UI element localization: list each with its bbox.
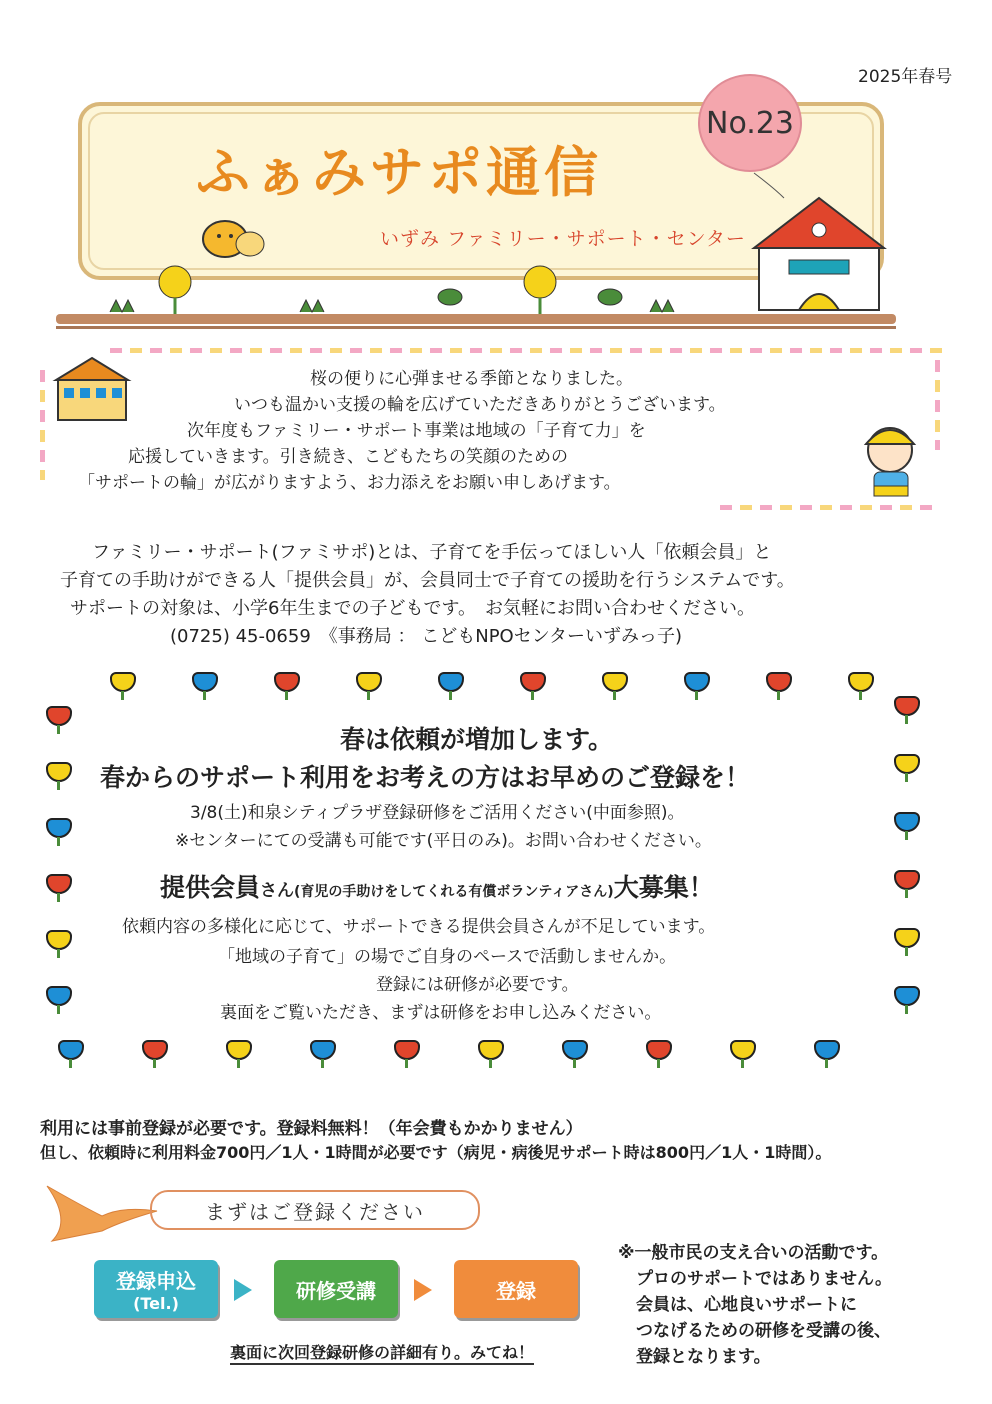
tulip-icon	[560, 1040, 590, 1070]
greeting-line: 次年度もファミリー・サポート事業は地域の「子育て力」を	[187, 421, 646, 441]
tulip-icon	[436, 672, 466, 702]
arrow-right-icon	[234, 1279, 252, 1301]
fee-note: 但し、依頼時に利用料金700円／1人・1時間が必要です（病児・病後児サポート時は800円／1人・1時間）。	[40, 1143, 832, 1162]
greeting-line: 応援していきます。引き続き、こどもたちの笑顔のための	[128, 447, 568, 467]
back-page-note: 裏面に次回登録研修の詳細有り。みてね！	[230, 1340, 534, 1365]
tulip-icon	[892, 754, 922, 784]
recruit-title-main: 提供会員	[160, 873, 261, 902]
spring-line: ※センターにての受講も可能です(平日のみ)。お問い合わせください。	[175, 831, 712, 851]
side-note-line: 登録となります。	[636, 1347, 771, 1367]
tulip-icon	[190, 672, 220, 702]
step-training-label: 研修受講	[296, 1278, 376, 1303]
tulip-icon	[308, 1040, 338, 1070]
side-note-line: 会員は、心地良いサポートに	[636, 1295, 857, 1315]
recruit-line: 依頼内容の多様化に応じて、サポートできる提供会員さんが不足しています。	[122, 917, 716, 937]
tulip-icon	[644, 1040, 674, 1070]
recruit-title-note: (育児の手助けをしてくれる有償ボランティアさん)	[294, 884, 614, 900]
side-note-line: プロのサポートではありません。	[636, 1269, 893, 1289]
recruit-line: 「地域の子育て」の場でご自身のペースで活動しませんか。	[218, 947, 677, 967]
tulip-icon	[518, 672, 548, 702]
greeting-line: 「サポートの輪」が広がりますよう、お力添えをお願い申しあげます。	[78, 473, 621, 493]
bird-illustration	[42, 1176, 162, 1246]
registration-note: 利用には事前登録が必要です。登録料無料！（年会費もかかりません）	[40, 1119, 583, 1139]
school-building-illustration	[52, 354, 132, 424]
tulip-icon	[476, 1040, 506, 1070]
tulip-icon	[846, 672, 876, 702]
tulip-icon	[600, 672, 630, 702]
greeting-border-right	[935, 360, 940, 450]
recruit-title-san: さん	[260, 881, 295, 901]
step-apply-sub: (Tel.)	[133, 1294, 179, 1313]
tulip-icon	[44, 706, 74, 736]
tulip-icon	[892, 870, 922, 900]
tulip-icon	[56, 1040, 86, 1070]
child-with-hat-illustration	[848, 416, 934, 502]
contact-line: (0725) 45-0659 《事務局 ： こどもNPOセンターいずみっ子)	[170, 626, 683, 647]
greeting-line: いつも温かい支援の輪を広げていただきありがとうございます。	[234, 395, 726, 415]
arrow-right-icon	[414, 1279, 432, 1301]
register-banner-text: まずはご登録ください	[205, 1199, 425, 1224]
tulip-icon	[392, 1040, 422, 1070]
center-name: いずみ ファミリー・サポート・センター	[380, 228, 746, 250]
spring-headline-2: 春からのサポート利用をお考えの方はお早めのご登録を！	[100, 763, 751, 792]
recruit-line: 裏面をご覧いただき、まずは研修をお申し込みください。	[220, 1003, 662, 1023]
step-register	[454, 1260, 578, 1318]
intro-line: サポートの対象は、小学6年生までの子どもです。 お気軽にお問い合わせください。	[70, 598, 756, 619]
step-register-label: 登録	[496, 1278, 536, 1303]
tulip-icon	[272, 672, 302, 702]
issue-number-balloon	[698, 74, 802, 172]
register-banner	[150, 1190, 480, 1230]
flower-row-illustration	[100, 262, 890, 314]
tulip-icon	[44, 874, 74, 904]
greeting-line: 桜の便りに心弾ませる季節となりました。	[310, 369, 633, 389]
greeting-border-top	[110, 348, 950, 353]
intro-line: 子育ての手助けができる人「提供会員」が、会員同士で子育ての援助を行うシステムです。	[60, 570, 795, 591]
step-apply	[94, 1260, 218, 1318]
recruit-line: 登録には研修が必要です。	[376, 975, 579, 995]
tulip-icon	[44, 930, 74, 960]
tulip-icon	[44, 762, 74, 792]
spring-line: 3/8(土)和泉シティプラザ登録研修をご活用ください(中面参照)。	[190, 803, 685, 823]
ground-strip	[56, 314, 896, 324]
tulip-icon	[892, 986, 922, 1016]
tulip-icon	[682, 672, 712, 702]
side-note-line: つなげるための研修を受講の後、	[636, 1321, 891, 1341]
tulip-icon	[44, 986, 74, 1016]
step-apply-label: 登録申込	[116, 1269, 196, 1293]
tulip-icon	[728, 1040, 758, 1070]
tulip-icon	[892, 696, 922, 726]
tulip-icon	[44, 818, 74, 848]
step-training	[274, 1260, 398, 1318]
tulip-icon	[812, 1040, 842, 1070]
recruit-title-end: 大募集！	[613, 873, 714, 902]
tulip-icon	[764, 672, 794, 702]
greeting-border-left	[40, 370, 45, 480]
newsletter-title: ふぁみサポ通信	[196, 141, 602, 204]
greeting-border-bottom	[720, 505, 940, 510]
tulip-icon	[224, 1040, 254, 1070]
issue-label: 2025年春号	[858, 67, 953, 87]
spring-headline: 春は依頼が増加します。	[340, 725, 614, 754]
tulip-icon	[108, 672, 138, 702]
tulip-icon	[892, 812, 922, 842]
tulip-icon	[892, 928, 922, 958]
intro-line: ファミリー・サポート(ファミサポ)とは、子育てを手伝ってほしい人「依頼会員」と	[92, 542, 772, 563]
tulip-icon	[140, 1040, 170, 1070]
ground-line	[56, 326, 896, 329]
issue-number: No.23	[706, 105, 794, 141]
tulip-icon	[354, 672, 384, 702]
recruit-title	[160, 868, 714, 904]
side-note-line: ※一般市民の支え合いの活動です。	[618, 1243, 889, 1263]
